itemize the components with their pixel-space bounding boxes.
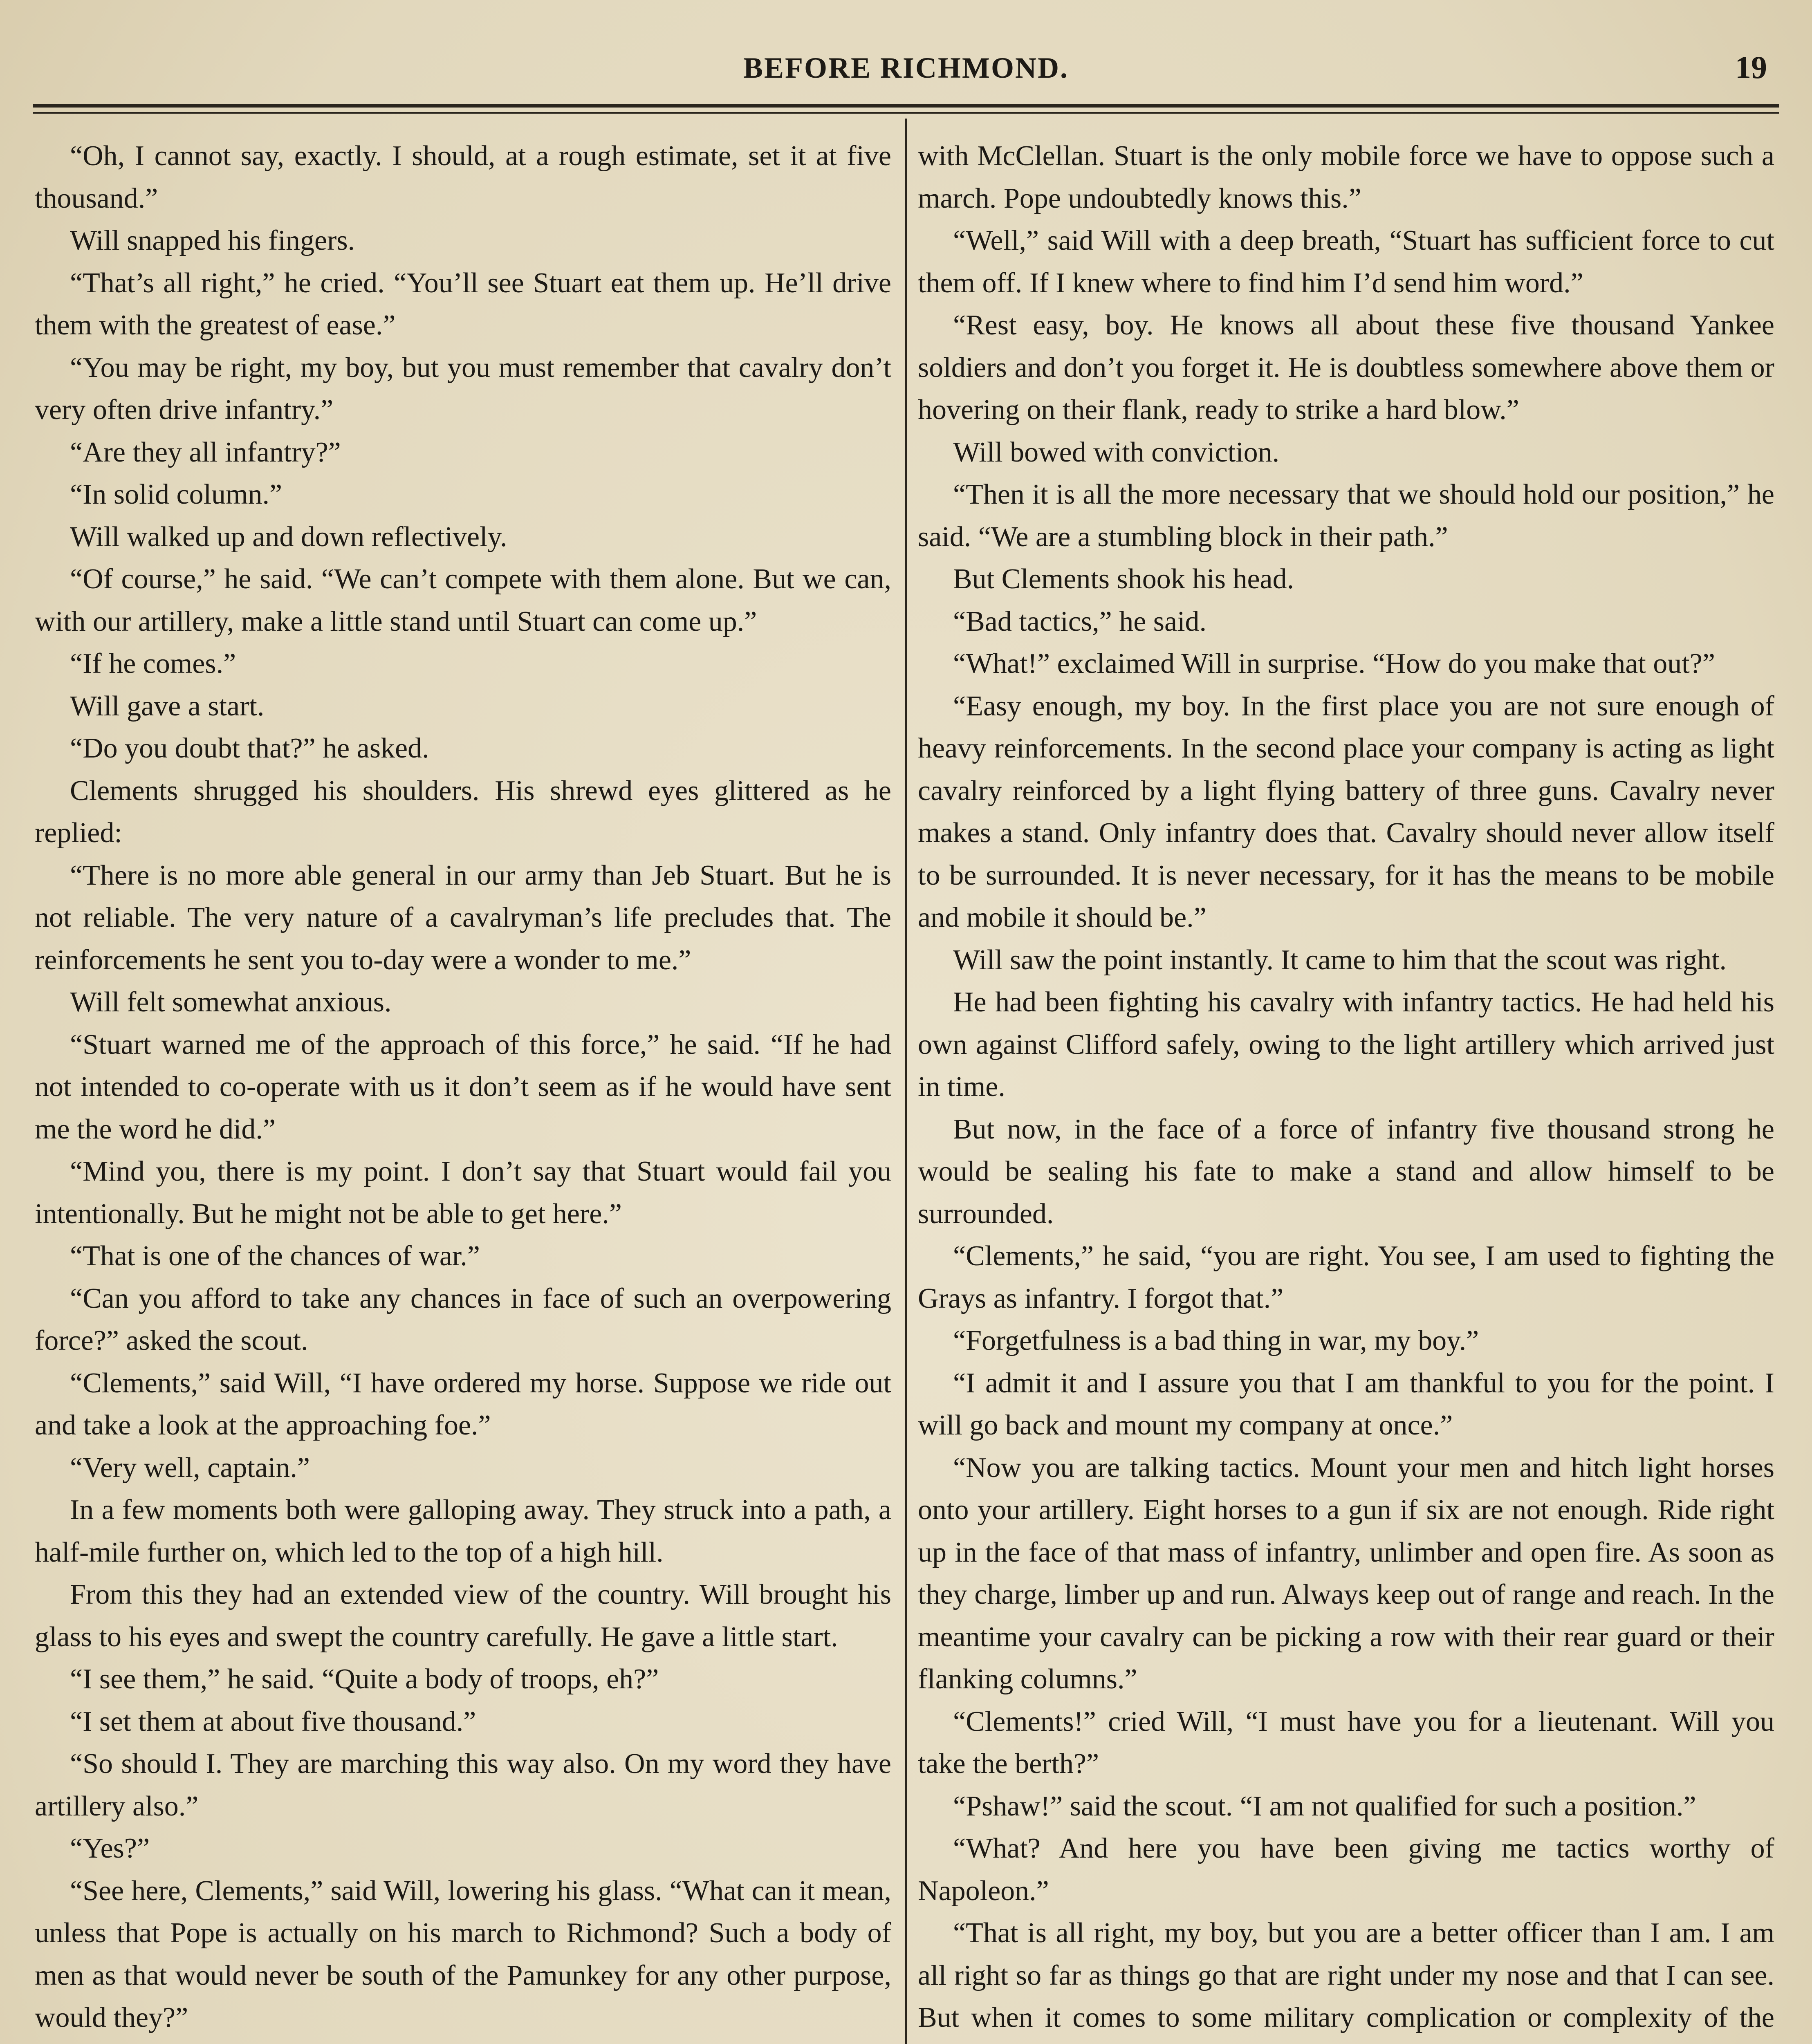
paragraph: Will felt somewhat anxious. bbox=[70, 986, 392, 1018]
paragraph-continuation: with McClellan. Stuart is the only mobile force we have to oppose such a march. Pope undoubtedly knows this.” bbox=[918, 140, 1774, 214]
paragraph: “Stuart warned me of the approach of this force,” he said. “If he had not intended to co-operate with us it don’t seem as if he would have sent me the word he did.” bbox=[35, 1029, 891, 1145]
paragraph: “I set them at about five thousand.” bbox=[70, 1706, 476, 1737]
paragraph: “That’s all right,” he cried. “You’ll see Stuart eat them up. He’ll drive them with the greatest of ease.” bbox=[35, 267, 891, 341]
paragraph: “Clements!” cried Will, “I must have you for a lieutenant. Will you take the berth?” bbox=[918, 1706, 1774, 1780]
paragraph: “There is no more able general in our army than Jeb Stuart. But he is not reliable. The very nature of a cavalryman’s life precludes that. The reinforcements he sent you to-day were a wonder to me.” bbox=[35, 859, 891, 976]
paragraph: “Are they all infantry?” bbox=[70, 436, 341, 468]
paragraph: “Oh, I cannot say, exactly. I should, at a rough estimate, set it at five thousand.” bbox=[35, 140, 891, 214]
paragraph: “What!” exclaimed Will in surprise. “How do you make that out?” bbox=[953, 648, 1715, 679]
paragraph: “I admit it and I assure you that I am thankful to you for the point. I will go back and mount my company at once.” bbox=[918, 1367, 1774, 1441]
paragraph: “Rest easy, boy. He knows all about these five thousand Yankee soldiers and don’t you forget it. He is doubtless somewhere above them or hovering on their flank, ready to strike a hard blow.” bbox=[918, 309, 1774, 426]
header-rule-thick bbox=[33, 104, 1779, 108]
paragraph: “Of course,” he said. “We can’t compete with them alone. But we can, with our artillery, make a little stand until Stuart can come up.” bbox=[35, 563, 891, 637]
paragraph: “What? And here you have been giving me tactics worthy of Napoleon.” bbox=[918, 1833, 1774, 1907]
paragraph: “Can you afford to take any chances in face of such an overpowering force?” asked the scout. bbox=[35, 1282, 891, 1356]
paragraph: “Do you doubt that?” he asked. bbox=[70, 733, 429, 764]
header-rule-thin bbox=[33, 112, 1779, 114]
paragraph bbox=[35, 2039, 891, 2044]
paragraph: “Now you are talking tactics. Mount your men and hitch light horses onto your artillery. Eight horses to a gun if six are not enough. Ride right up in the face of that mass of infantry, unlimber and open fire. As soon as they charge, limber up and run. Always keep out of range and reach. In the meantime your cavalry can be picking a row with their rear guard or their flanking columns.” bbox=[918, 1452, 1774, 1695]
paragraph: But Clements shook his head. bbox=[953, 563, 1294, 595]
paragraph: But now, in the face of a force of infantry five thousand strong he would be sealing his fate to make a stand and allow himself to be surrounded. bbox=[918, 1113, 1774, 1230]
page-header bbox=[33, 43, 1779, 88]
right-column bbox=[918, 135, 1774, 2044]
paragraph: Clements shrugged his shoulders. His shrewd eyes glittered as he replied: bbox=[35, 775, 891, 849]
paragraph: “Clements,” he said, “you are right. You see, I am used to fighting the Grays as infantry. I forgot that.” bbox=[918, 1240, 1774, 1314]
paragraph: In a few moments both were galloping away. They struck into a path, a half-mile further on, which led to the top of a high hill. bbox=[35, 1494, 891, 1568]
paragraph: “Forgetfulness is a bad thing in war, my boy.” bbox=[953, 1325, 1479, 1356]
paragraph: “That is all right, my boy, but you are a better officer than I am. I am all right so far as things go that are right under my nose and that I can see. But when it comes to some military complication or complexity of the bbox=[918, 1917, 1774, 2033]
paragraph: “Pshaw!” said the scout. “I am not qualified for such a position.” bbox=[953, 1790, 1696, 1822]
paragraph: “I see them,” he said. “Quite a body of troops, eh?” bbox=[70, 1663, 659, 1695]
left-column bbox=[35, 135, 891, 2044]
paragraph: From this they had an extended view of the country. Will brought his glass to his eyes and swept the country carefully. He gave a little start. bbox=[35, 1579, 891, 1653]
paragraph: “In solid column.” bbox=[70, 479, 283, 510]
paragraph: “See here, Clements,” said Will, lowering his glass. “What can it mean, unless that Pope is actually on his march to Richmond? Such a body of men as that would never be south of the Pamunkey for any other purpose, would they?” bbox=[35, 1875, 891, 2033]
running-head: BEFORE RICHMOND. bbox=[743, 52, 1069, 84]
paragraph: “That is one of the chances of war.” bbox=[70, 1240, 480, 1272]
paragraph: He had been fighting his cavalry with infantry tactics. He had held his own against Clifford safely, owing to the light artillery which arrived just in time. bbox=[918, 986, 1774, 1103]
paragraph: “Bad tactics,” he said. bbox=[953, 605, 1207, 637]
paragraph: “If he comes.” bbox=[70, 648, 236, 679]
paragraph: “Clements,” said Will, “I have ordered my horse. Suppose we ride out and take a look at the approaching foe.” bbox=[35, 1367, 891, 1441]
paragraph: Will bowed with conviction. bbox=[953, 436, 1280, 468]
paragraph: Will saw the point instantly. It came to him that the scout was right. bbox=[953, 944, 1727, 976]
paragraph: “Then it is all the more necessary that we should hold our position,” he said. “We are a stumbling block in their path.” bbox=[918, 479, 1774, 553]
page-number: 19 bbox=[1735, 49, 1767, 85]
paragraph: “You may be right, my boy, but you must remember that cavalry don’t very often drive infantry.” bbox=[35, 352, 891, 426]
column-divider bbox=[905, 119, 907, 2044]
paragraph: “Yes?” bbox=[70, 1833, 150, 1864]
paragraph: Will walked up and down reflectively. bbox=[70, 521, 507, 553]
paragraph: “So should I. They are marching this way also. On my word they have artillery also.” bbox=[35, 1748, 891, 1822]
paragraph: Will snapped his fingers. bbox=[70, 225, 355, 256]
paragraph: “Very well, captain.” bbox=[70, 1452, 310, 1484]
paragraph: “Easy enough, my boy. In the first place you are not sure enough of heavy reinforcements. In the second place your company is acting as light cavalry reinforced by a light flying battery of three guns. Cavalry never makes a stand. Only infantry does that. Cavalry should never allow itself to be surrounded. It is never necessary, for it has the means to be mobile and mobile it should be.” bbox=[918, 690, 1774, 933]
paragraph: Will gave a start. bbox=[70, 690, 265, 722]
paragraph: “Well,” said Will with a deep breath, “Stuart has sufficient force to cut them off. If I knew where to find him I’d send him word.” bbox=[918, 225, 1774, 299]
paragraph: “Mind you, there is my point. I don’t say that Stuart would fail you intentionally. But he might not be able to get here.” bbox=[35, 1156, 891, 1230]
